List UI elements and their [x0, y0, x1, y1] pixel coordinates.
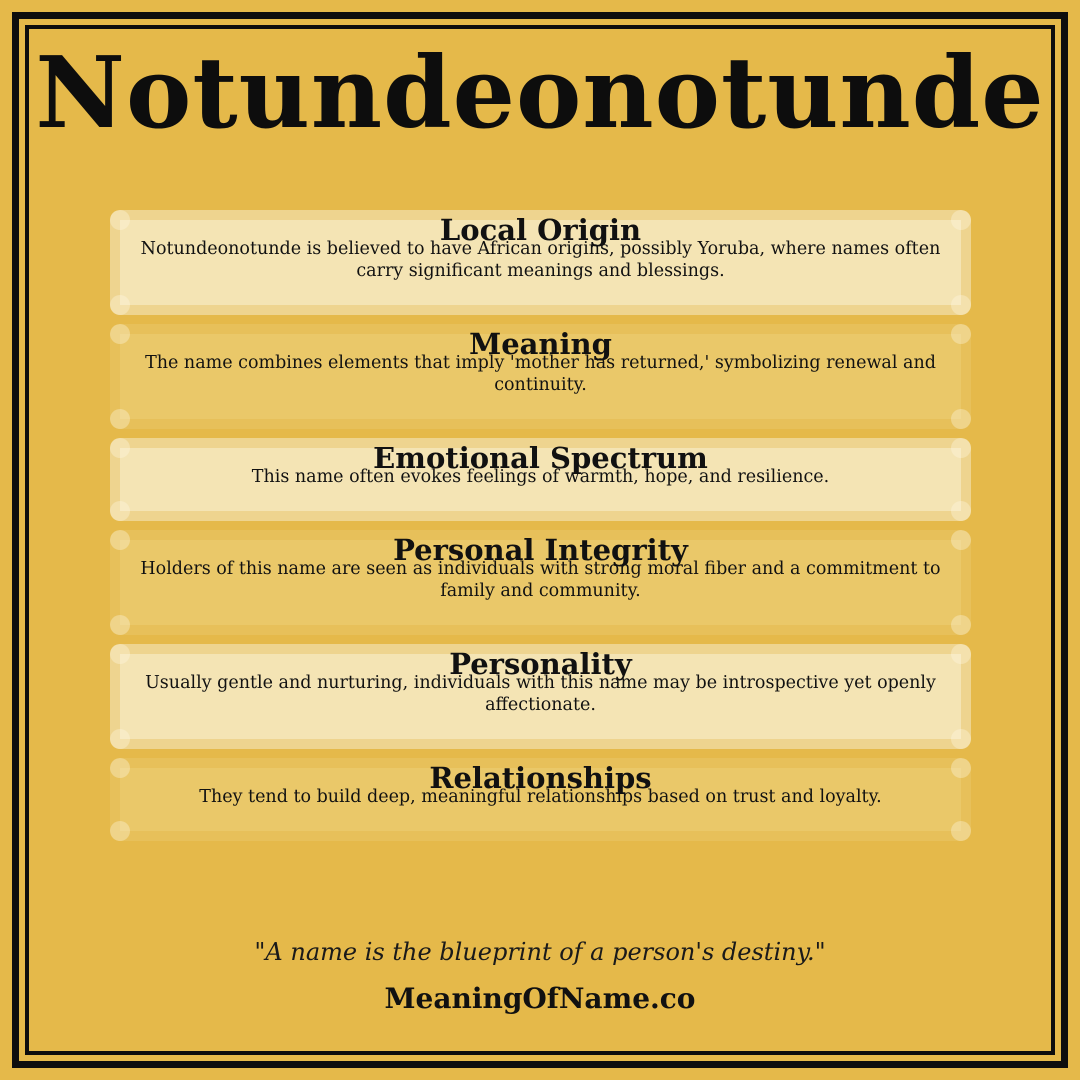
section-card-meaning — [110, 324, 971, 429]
section-text: The name combines elements that imply 'mother has returned,' symbolizing renewal and continuity. — [145, 353, 936, 395]
page-title: Notundeonotunde — [35, 36, 1045, 151]
section-heading: Personal Integrity — [393, 533, 688, 567]
section-text: Usually gentle and nurturing, individuals with this name may be introspective yet openly affectionate. — [145, 673, 936, 715]
brand-name: MeaningOfName.co — [384, 982, 696, 1015]
section-card-personal-integrity — [110, 530, 971, 635]
section-card-local-origin — [110, 210, 971, 315]
section-text: This name often evokes feelings of warmth, hope, and resilience. — [251, 467, 830, 487]
section-heading: Meaning — [469, 327, 612, 361]
section-heading: Relationships — [429, 761, 652, 795]
section-card-emotional-spectrum — [110, 438, 971, 521]
section-card-personality — [110, 644, 971, 749]
section-card-relationships — [110, 758, 971, 841]
section-heading: Local Origin — [439, 213, 642, 247]
section-heading: Personality — [449, 647, 632, 681]
section-heading: Emotional Spectrum — [373, 441, 708, 475]
section-text: Notundeonotunde is believed to have African origins, possibly Yoruba, where names often carry significant meanings and blessings. — [140, 239, 941, 281]
quote-text: "A name is the blueprint of a person's destiny." — [254, 938, 826, 966]
section-text: They tend to build deep, meaningful relationships based on trust and loyalty. — [199, 787, 882, 807]
section-text: Holders of this name are seen as individuals with strong moral fiber and a commitment to family and community. — [140, 559, 941, 601]
